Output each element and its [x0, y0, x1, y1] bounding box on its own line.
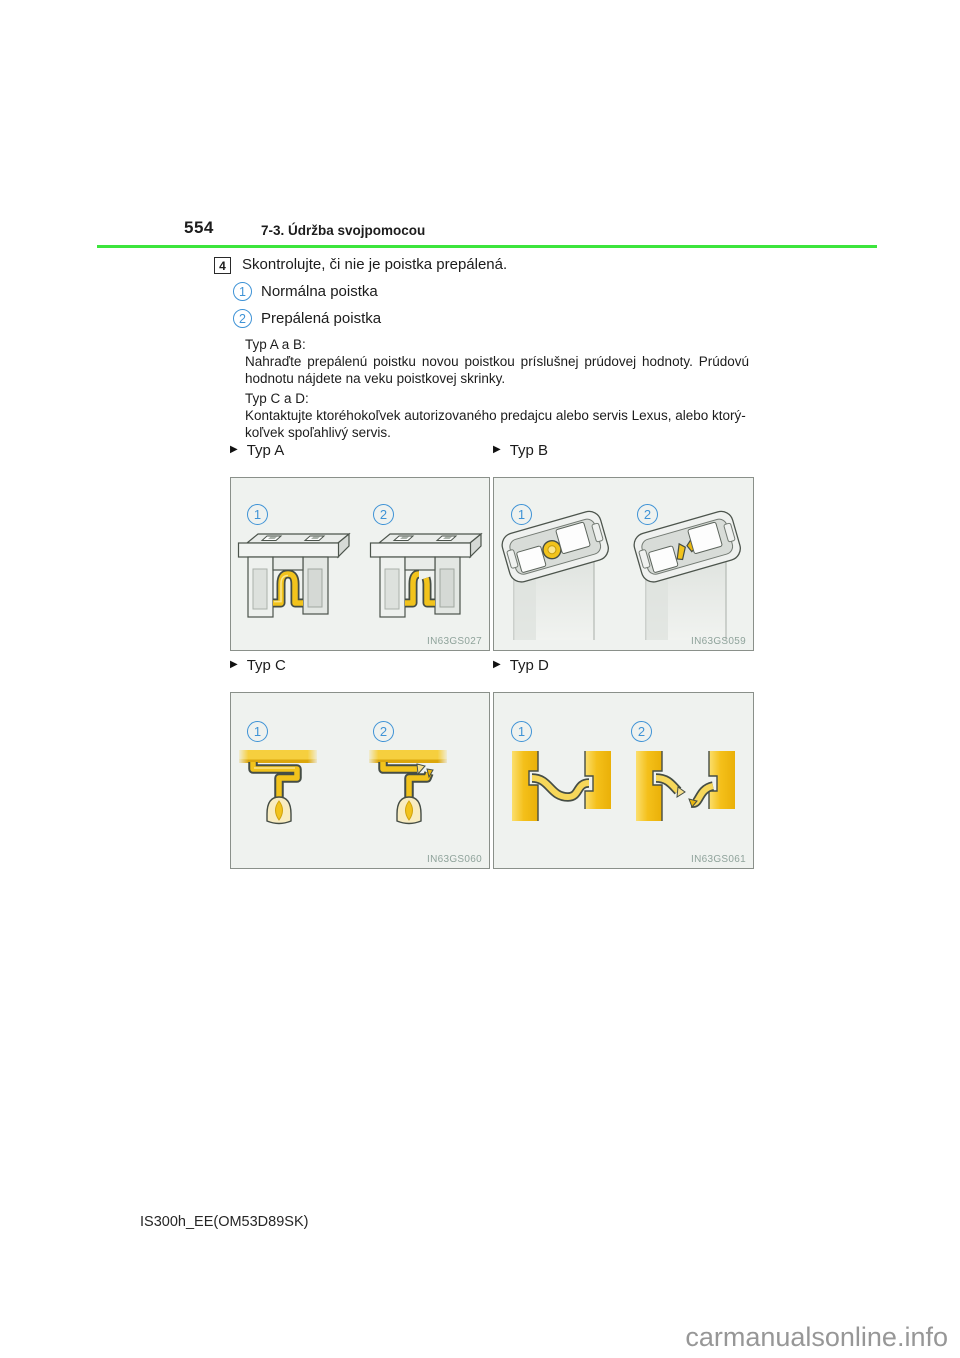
callout-1-icon: 1 [233, 282, 252, 301]
figure-illustration-typ-a [230, 477, 490, 651]
section-title: 7-3. Údržba svojpomocou [261, 223, 426, 238]
figure-illustration-typ-c [230, 692, 490, 869]
figure-illustration-typ-b [493, 477, 754, 651]
fusible-link-illustration [231, 693, 489, 868]
figure-caption: IN63GS059 [691, 636, 746, 647]
document-code: IS300h_EE(OM53D89SK) [140, 1214, 309, 1230]
figure-label [493, 440, 754, 460]
step-text: Skontrolujte, či nie je poistka prepálená. [242, 256, 508, 273]
callout-1-icon: 1 [511, 504, 532, 525]
header-rule [97, 245, 877, 248]
cartridge-fuse-illustration [494, 478, 753, 650]
figure-label [493, 655, 754, 675]
figure-typ-d [493, 655, 754, 869]
instruction-heading: Typ A a B: [245, 337, 306, 352]
step-number-box: 4 [214, 257, 231, 274]
instruction-typ-cd [245, 390, 749, 441]
instruction-line: koľvek spoľahlivý servis. [245, 425, 391, 440]
triangle-bullet-icon: ▶ [493, 659, 501, 670]
figure-typ-c [230, 655, 490, 869]
watermark: carmanualsonline.info [685, 1322, 948, 1352]
figure-label-text: Typ A [246, 441, 285, 459]
callout-2-icon: 2 [373, 504, 394, 525]
triangle-bullet-icon: ▶ [493, 444, 501, 455]
instruction-typ-ab [245, 336, 749, 387]
figure-caption: IN63GS060 [427, 854, 482, 865]
callout-2-icon: 2 [631, 721, 652, 742]
instruction-line: Kontaktujte ktoréhokoľvek autorizovaného predajcu alebo servis Lexus, alebo ktorý- [245, 408, 746, 423]
callout-2-icon: 2 [373, 721, 394, 742]
figure-label [230, 440, 490, 460]
page-number: 554 [184, 218, 214, 237]
instruction-line: hodnotu nájdete na veku poistkovej skrinky. [245, 371, 506, 386]
figure-typ-a [230, 440, 490, 651]
fusible-link-bar-illustration [494, 693, 753, 868]
figure-caption: IN63GS027 [427, 636, 482, 647]
legend-item-normal-fuse [233, 282, 378, 301]
legend-item-blown-fuse [233, 309, 381, 328]
callout-1-icon: 1 [247, 721, 268, 742]
legend-label: Normálna poistka [261, 283, 378, 300]
figure-label-text: Typ D [509, 656, 549, 674]
figure-illustration-typ-d [493, 692, 754, 869]
triangle-bullet-icon: ▶ [230, 659, 238, 670]
triangle-bullet-icon: ▶ [230, 444, 238, 455]
callout-1-icon: 1 [247, 504, 268, 525]
callout-2-icon: 2 [233, 309, 252, 328]
figure-typ-b [493, 440, 754, 651]
callout-1-icon: 1 [511, 721, 532, 742]
figure-label-text: Typ B [509, 441, 549, 459]
step-row [214, 256, 507, 274]
figure-caption: IN63GS061 [691, 854, 746, 865]
instruction-line: Nahraďte prepálenú poistku novou poistkou príslušnej prúdovej hodnoty. Prúdovú [245, 354, 749, 369]
blade-fuse-illustration [231, 478, 489, 650]
instruction-heading: Typ C a D: [245, 391, 309, 406]
callout-2-icon: 2 [637, 504, 658, 525]
figure-label-text: Typ C [246, 656, 286, 674]
figure-label [230, 655, 490, 675]
legend-label: Prepálená poistka [261, 310, 382, 327]
